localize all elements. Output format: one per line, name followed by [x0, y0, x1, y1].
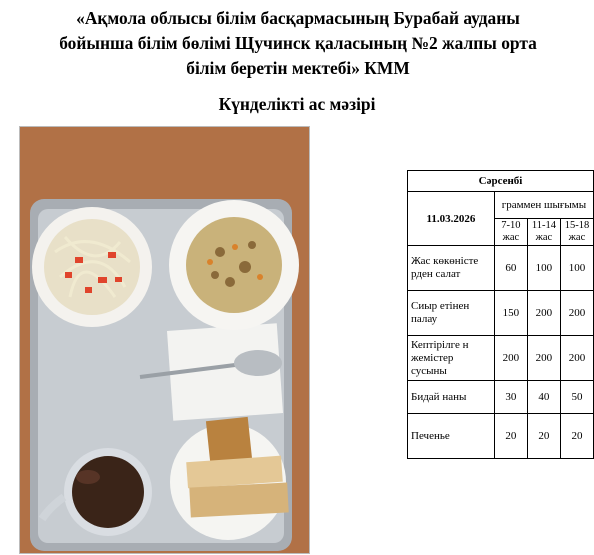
dish-name: Кептірілге н жемістер сусыны: [408, 336, 495, 381]
gram-value: 20: [494, 414, 527, 459]
age-group-header: 11-14 жас: [527, 219, 560, 246]
grams-header: граммен шығымы: [494, 192, 593, 219]
title-line-3: білім беретін мектебі» КММ: [186, 58, 410, 78]
table-row: [408, 381, 594, 414]
gram-value: 200: [494, 336, 527, 381]
gram-value: 40: [527, 381, 560, 414]
table-row: [408, 336, 594, 381]
document-title: [20, 6, 576, 81]
dish-name: Сиыр етінен палау: [408, 291, 495, 336]
dish-name: Бидай наны: [408, 381, 495, 414]
menu-table: [407, 170, 594, 459]
gram-value: 60: [494, 246, 527, 291]
gram-value: 100: [527, 246, 560, 291]
gram-value: 20: [560, 414, 593, 459]
table-row: [408, 291, 594, 336]
gram-value: 200: [527, 291, 560, 336]
gram-value: 30: [494, 381, 527, 414]
day-cell: Сәрсенбі: [408, 171, 594, 192]
date-cell: 11.03.2026: [408, 192, 495, 246]
dish-name: Жас көкөністе рден салат: [408, 246, 495, 291]
gram-value: 200: [527, 336, 560, 381]
gram-value: 200: [560, 291, 593, 336]
gram-value: 50: [560, 381, 593, 414]
gram-value: 200: [560, 336, 593, 381]
menu-subtitle: Күнделікті ас мәзірі: [218, 94, 376, 114]
gram-value: 20: [527, 414, 560, 459]
age-group-header: 7-10 жас: [494, 219, 527, 246]
dish-name: Печенье: [408, 414, 495, 459]
title-line-2: бойынша білім бөлімі Щучинск қаласының №2 жалпы орта: [59, 33, 537, 53]
title-line-1: «Ақмола облысы білім басқармасының Бурабай ауданы: [76, 8, 520, 28]
age-group-header: 15-18 жас: [560, 219, 593, 246]
gram-value: 150: [494, 291, 527, 336]
meal-photo-illustration: [20, 127, 309, 553]
meal-photo: [19, 126, 310, 554]
table-row: [408, 246, 594, 291]
table-row: [408, 414, 594, 459]
gram-value: 100: [560, 246, 593, 291]
